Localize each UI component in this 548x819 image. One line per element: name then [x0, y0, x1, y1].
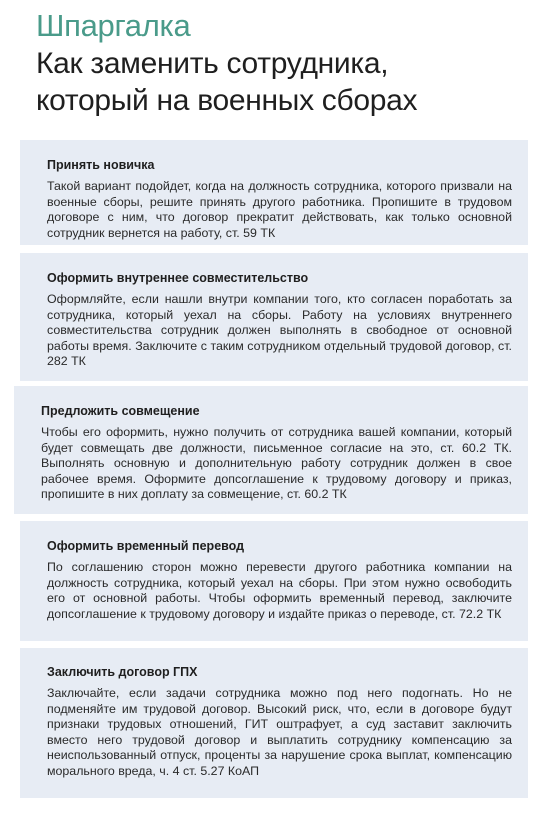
- page-title-line-1: Как заменить сотрудника,: [36, 47, 389, 80]
- card-body: Такой вариант подойдет, когда на должность сотрудника, которого призвали на военные сборы, решите принять другого работника. Пропишите в трудовом договоре с ним, что договор прекратит действовать, как только основной сотрудник вернется на работу, ст. 59 ТК: [47, 179, 512, 240]
- card-body: Чтобы его оформить, нужно получить от сотрудника вашей компании, который будет совмещать две должности, письменное согласие на это, ст. 60.2 ТК. Выполнять основную и дополнительную работу сотрудник должен в свое рабочее время. Оформите допсоглашение к трудовому договору и приказ, пропишите в них доплату за совмещение, ст. 60.2 ТК: [41, 425, 512, 502]
- card-temporary-transfer: [20, 521, 528, 641]
- card-body: Заключайте, если задачи сотрудника можно под него подогнать. Но не подменяйте им трудовой договор. Высокий риск, что, если в договоре будут признаки трудовых отношений, ГИТ оштрафует, а суд заставит заключить вместо него трудовой договор и выплатить сотруднику компенсацию за неиспользованный отпуск, проценты за нарушение срока выплат, компенсацию морального вреда, ч. 4 ст. 5.27 КоАП: [47, 686, 512, 778]
- card-title: Принять новичка: [47, 158, 155, 172]
- kicker: Шпаргалка: [36, 8, 191, 43]
- card-body: По соглашению сторон можно перевести другого работника компании на должность сотрудника, который уехал на сборы. При этом нужно освободить его от основной работы. Чтобы оформить временный перевод, заключите допсоглашение к трудовому договору и издайте приказ о переводе, ст. 72.2 ТК: [47, 560, 512, 621]
- header: [36, 8, 538, 118]
- card-body: Оформляйте, если нашли внутри компании того, кто согласен поработать за сотрудника, который уехал на сборы. Работу на условиях внутреннего совместительства сотрудник должен выполнять в свободное от основной работы время. Заключите с таким сотрудником отдельный трудовой договор, ст. 282 ТК: [47, 292, 512, 369]
- card-title: Предложить совмещение: [41, 404, 200, 418]
- card-new-hire: [20, 140, 528, 245]
- card-civil-contract: [20, 648, 528, 798]
- card-title: Оформить внутреннее совместительство: [47, 271, 309, 285]
- card-combining-positions: [14, 386, 528, 514]
- page-title-line-2: который на военных сборах: [36, 84, 418, 117]
- card-title: Заключить договор ГПХ: [47, 665, 198, 679]
- card-title: Оформить временный перевод: [47, 539, 245, 553]
- card-internal-part-time: [20, 253, 528, 381]
